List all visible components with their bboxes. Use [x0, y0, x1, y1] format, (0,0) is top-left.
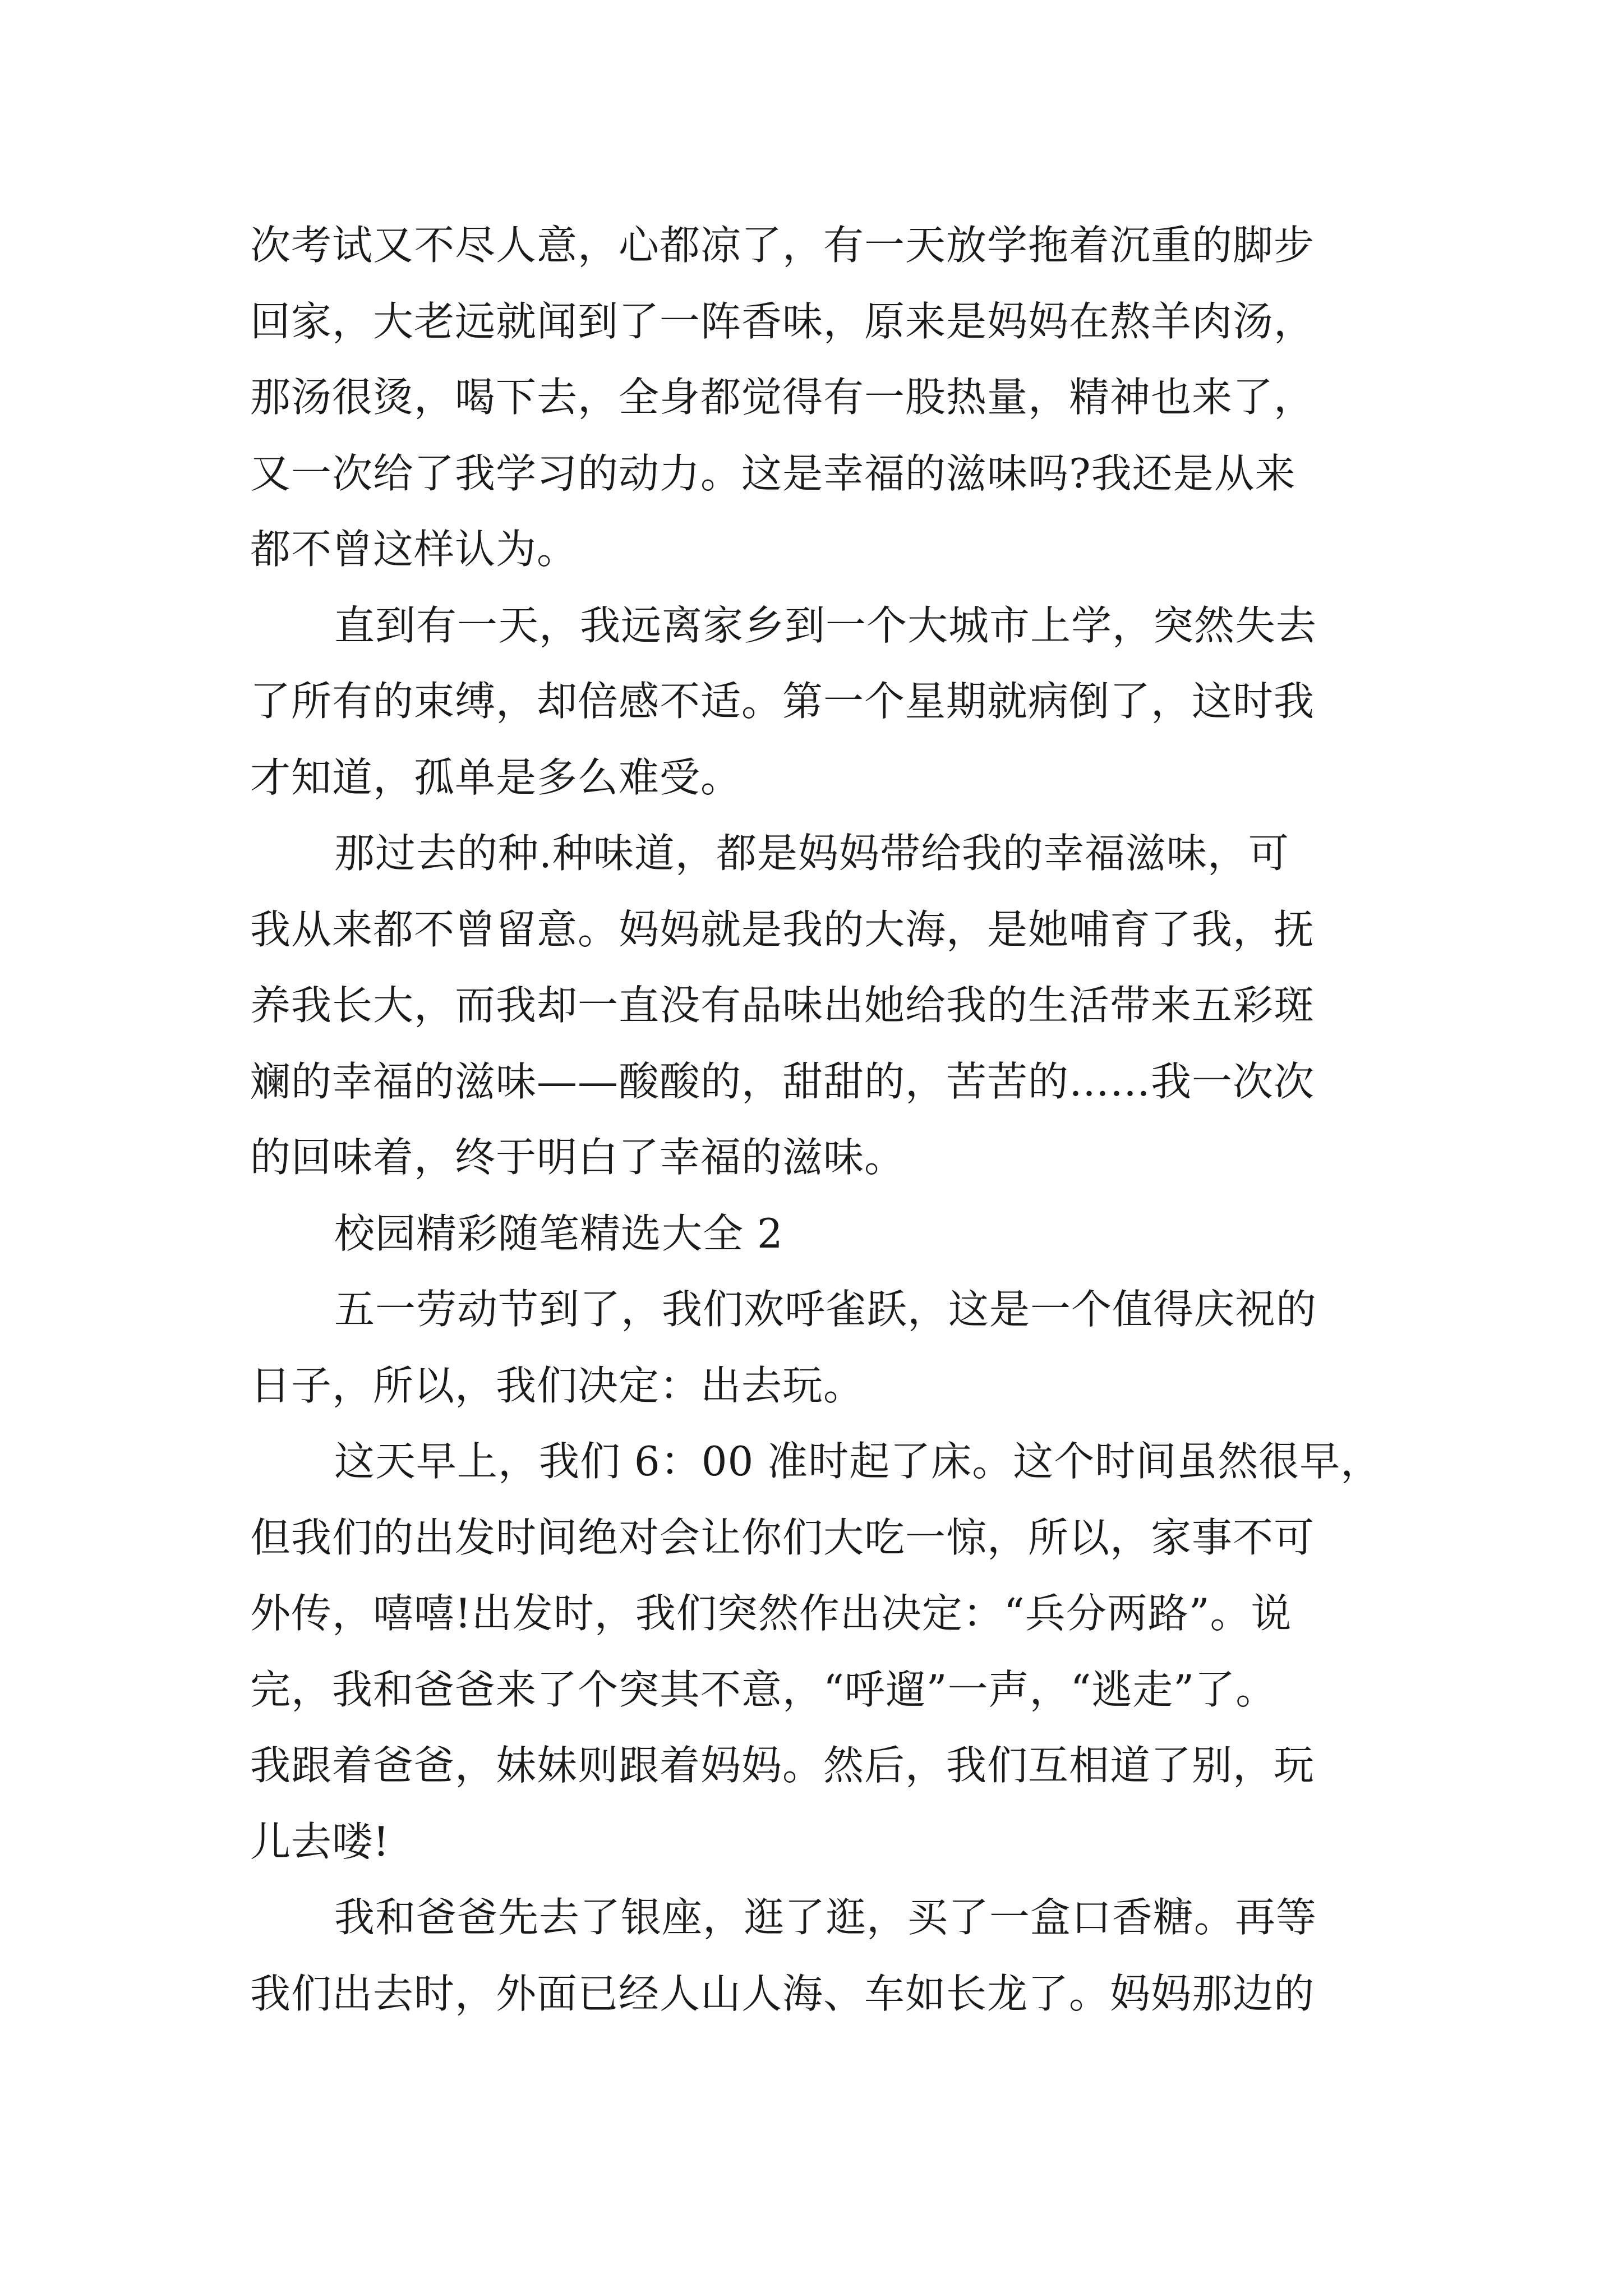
text-line: 我跟着爸爸，妹妹则跟着妈妈。然后，我们互相道了别，玩: [250, 1742, 1315, 1789]
text-line: 但我们的出发时间绝对会让你们大吃一惊，所以，家事不可: [250, 1513, 1315, 1561]
text-line: 五一劳动节到了，我们欢呼雀跃，这是一个值得庆祝的: [334, 1286, 1317, 1333]
text-line: 的回味着，终于明白了幸福的滋味。: [250, 1134, 906, 1181]
text-line: 那汤很烫，喝下去，全身都觉得有一股热量，精神也来了，: [250, 374, 1315, 421]
text-line: 那过去的种.种味道，都是妈妈带给我的幸福滋味，可: [334, 830, 1289, 877]
text-line: 又一次给了我学习的动力。这是幸福的滋味吗?我还是从来: [250, 449, 1296, 497]
text-line: 我们出去时，外面已经人山人海、车如长龙了。妈妈那边的: [250, 1970, 1315, 2017]
text-line: 养我长大，而我却一直没有品味出她给我的生活带来五彩斑: [250, 982, 1315, 1029]
text-line: 外传，嘻嘻!出发时，我们突然作出决定：“兵分两路”。说: [250, 1590, 1292, 1637]
text-line: 直到有一天，我远离家乡到一个大城市上学，突然失去: [334, 601, 1317, 649]
text-line: 我和爸爸先去了银座，逛了逛，买了一盒口香糖。再等: [334, 1894, 1317, 1941]
text-line: 日子，所以，我们决定：出去玩。: [250, 1361, 865, 1409]
text-line: 回家，大老远就闻到了一阵香味，原来是妈妈在熬羊肉汤，: [250, 297, 1315, 345]
text-line: 儿去喽!: [250, 1818, 390, 1865]
text-line: 才知道，孤单是多么难受。: [250, 753, 742, 801]
text-line: 我从来都不曾留意。妈妈就是我的大海，是她哺育了我，抚: [250, 905, 1315, 953]
text-line: 了所有的束缚，却倍感不适。第一个星期就病倒了，这时我: [250, 678, 1315, 725]
text-line: 校园精彩随笔精选大全 2: [334, 1209, 783, 1257]
body-text: [250, 208, 1383, 2032]
text-line: 完，我和爸爸来了个突其不意，“呼遛”一声，“逃走”了。: [250, 1665, 1277, 1713]
text-line: 都不曾这样认为。: [250, 526, 578, 573]
text-line: 这天早上，我们 6：00 准时起了床。这个时间虽然很早，: [334, 1438, 1382, 1485]
text-line: 次考试又不尽人意，心都凉了，有一天放学拖着沉重的脚步: [250, 222, 1315, 269]
text-line: 斓的幸福的滋味——酸酸的，甜甜的，苦苦的……我一次次: [250, 1057, 1315, 1105]
